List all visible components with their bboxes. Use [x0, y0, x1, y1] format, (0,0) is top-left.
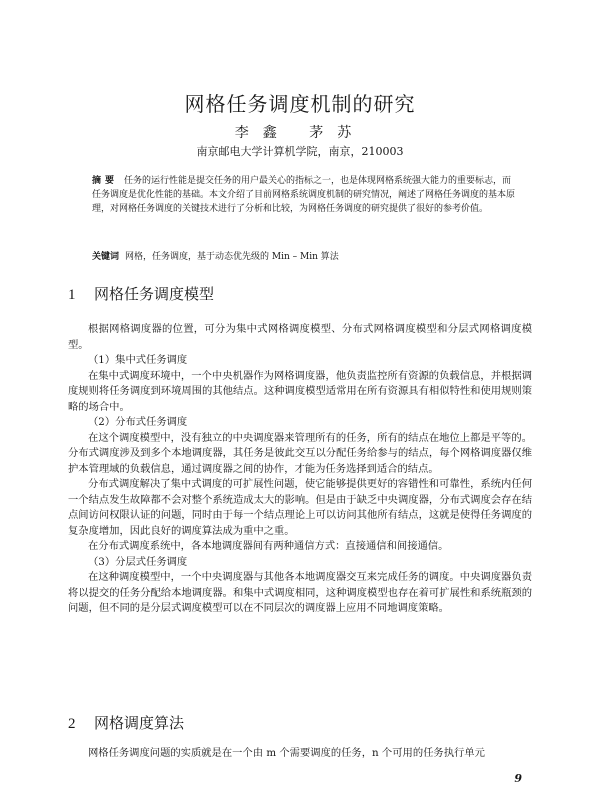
section-1-paragraph: 在集中式调度环境中，一个中央机器作为网格调度器，他负责监控所有资源的负载信息，并根据调度规则将任务调度到环境周围的其他结点。这种调度模型适常用在所有资源具有相似特性和使用规则策略的场合中。 [68, 369, 532, 413]
section-1-number: 1 [68, 287, 76, 303]
section-1-paragraph: 在分布式调度系统中，各本地调度器间有两种通信方式：直接通信和间接通信。 [88, 540, 449, 552]
section-1-body [68, 322, 532, 617]
subsection-heading: （2）分布式任务调度 [88, 416, 188, 428]
abstract-text: 任务的运行性能是提交任务的用户最关心的指标之一，也是体现网格系统强大能力的重要标志，而任务调度是优化性能的基础。本文介绍了目前网格系统调度机制的研究情况，阐述了网格任务调度的基本原理，对网格任务调度的关键技术进行了分析和比较，为网格任务调度的研究提供了很好的参考价值。 [92, 176, 516, 214]
abstract-label: 摘要 [92, 176, 119, 186]
paper-authors: 李鑫 茅苏 [234, 125, 366, 141]
section-1-paragraph: 在这种调度模型中，一个中央调度器与其他各本地调度器交互来完成任务的调度。中央调度器负责将以提交的任务分配给本地调度器。和集中式调度相同，这种调度模型也存在着可扩展性和系统瓶颈的问题，但不同的是分层式调度模型可以在不同层次的调度器上应用不同地调度策略。 [68, 571, 532, 614]
page-number: 9 [514, 772, 522, 785]
subsection-heading: （3）分层式任务调度 [88, 555, 188, 568]
subsection-heading: （1）集中式任务调度 [88, 354, 188, 366]
section-2-number: 2 [68, 716, 76, 732]
abstract [92, 174, 516, 216]
section-2-paragraph: 网格任务调度问题的实质就是在一个由 m 个需要调度的任务，n 个可用的任务执行单元 [88, 747, 485, 759]
section-2-heading [68, 712, 184, 733]
keywords [92, 250, 516, 264]
section-1-paragraph: 根据网格调度器的位置，可分为集中式网格调度模型、分布式网格调度模型和分层式网格调度模型。 [68, 323, 532, 351]
keywords-label: 关键词 [92, 252, 120, 262]
section-1-heading [68, 283, 214, 304]
section-1-paragraph: 分布式调度解决了集中式调度的可扩展性问题，使它能够提供更好的容错性和可靠性，系统内任何一个结点发生故障都不会对整个系统造成太大的影响。但是由于缺乏中央调度器，分布式调度会存在结点间访问权限认证的问题，同时由于每一个结点理论上可以访问其他所有结点，这就是使得任务调度的复杂度增加，因此良好的调度算法成为重中之重。 [68, 478, 532, 537]
paper-title: 网格任务调度机制的研究 [184, 92, 416, 116]
section-1-title: 网格任务调度模型 [94, 285, 215, 303]
section-2-title: 网格调度算法 [94, 714, 185, 732]
keywords-text: 网格，任务调度，基于动态优先级的 Min – Min 算法 [125, 252, 339, 262]
section-2-body [68, 746, 532, 762]
section-1-paragraph: 在这个调度模型中，没有独立的中央调度器来管理所有的任务，所有的结点在地位上都是平等的。分布式调度涉及到多个本地调度器，其任务是彼此交互以分配任务给参与的结点，每个网格调度器仅维护本管理域的负载信息，通过调度器之间的协作，才能为任务选择到适合的结点。 [68, 431, 532, 475]
author-affiliation: 南京邮电大学计算机学院，南京，210003 [196, 145, 404, 158]
